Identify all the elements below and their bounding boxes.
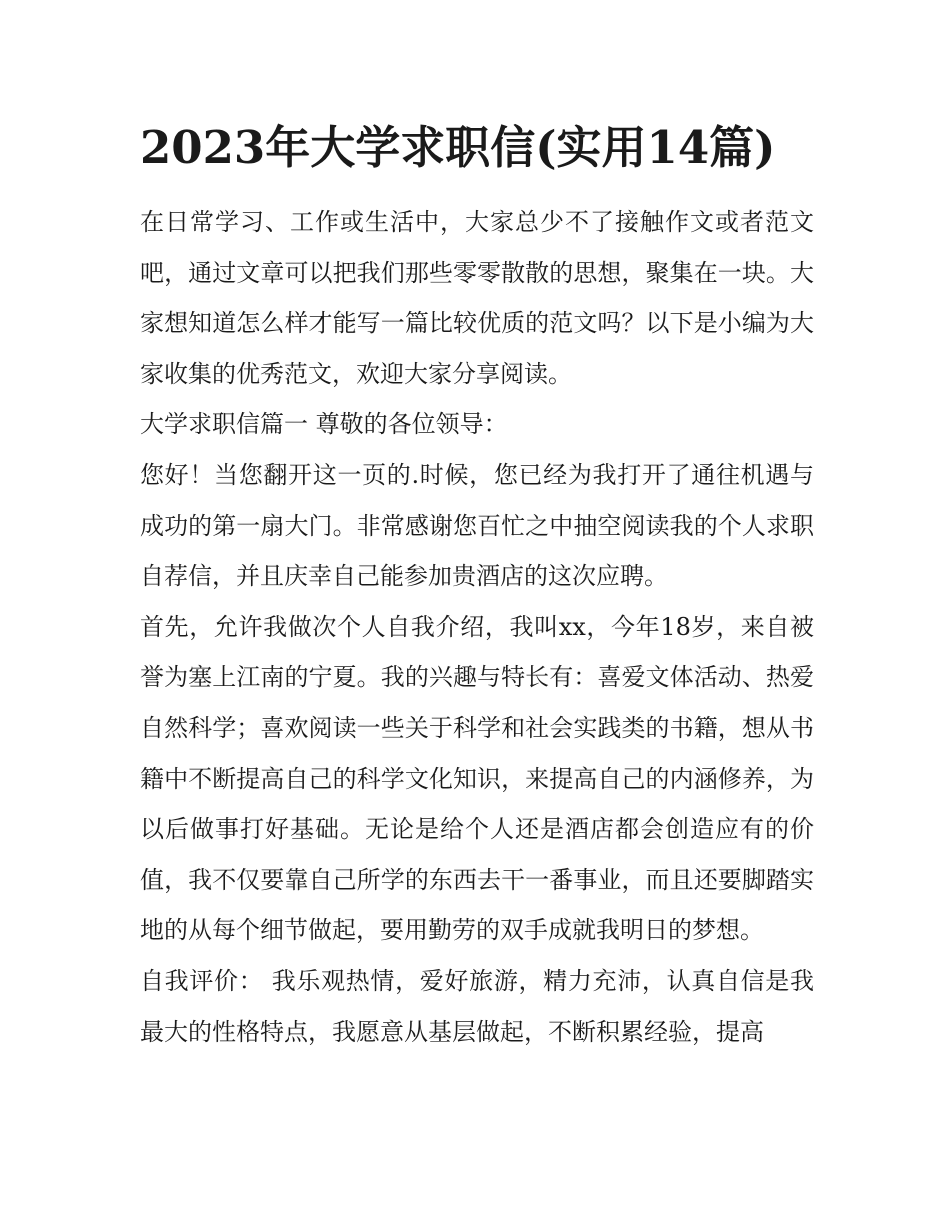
document-title: 2023年大学求职信(实用14篇)	[140, 121, 776, 174]
paragraph-intro: 在日常学习、工作或生活中，大家总少不了接触作文或者范文吧，通过文章可以把我们那些零零散散的思想，聚集在一块。大家想知道怎么样才能写一篇比较优质的范文吗？以下是小编为大家收集的优秀范文，欢迎大家分享阅读。	[140, 208, 814, 388]
paragraph-salutation: 大学求职信篇一 尊敬的各位领导：	[140, 410, 508, 439]
document-body	[140, 197, 814, 1057]
paragraph-greeting: 您好！当您翻开这一页的.时候，您已经为我打开了通往机遇与成功的第一扇大门。非常感谢您百忙之中抽空阅读我的个人求职自荐信，并且庆幸自己能参加贵酒店的这次应聘。	[140, 460, 814, 591]
paragraph-self-evaluation: 自我评价： 我乐观热情，爱好旅游，精力充沛，认真自信是我最大的性格特点，我愿意从基层做起，不断积累经验，提高	[140, 966, 814, 1046]
paragraph-self-introduction: 首先，允许我做次个人自我介绍，我叫xx，今年18岁，来自被誉为塞上江南的宁夏。我的兴趣与特长有：喜爱文体活动、热爱自然科学；喜欢阅读一些关于科学和社会实践类的书籍，想从书籍中不断提高自己的科学文化知识，来提高自己的内涵修养，为以后做事打好基础。无论是给个人还是酒店都会创造应有的价值，我不仅要靠自己所学的东西去干一番事业，而且还要脚踏实地的从每个细节做起，要用勤劳的双手成就我明日的梦想。	[140, 612, 814, 945]
